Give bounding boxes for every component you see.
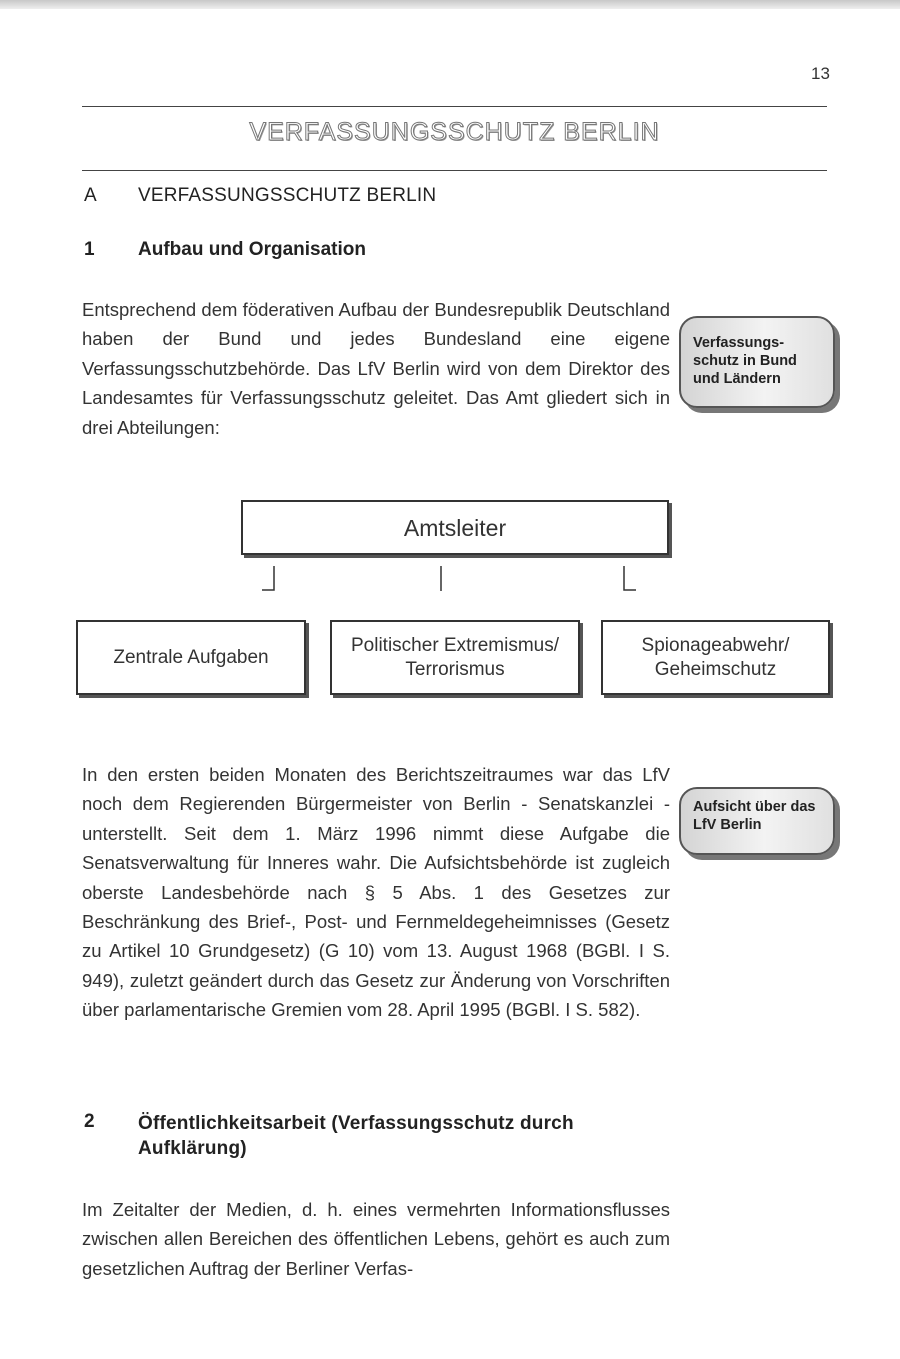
margin-note-federal: Verfassungs-schutz in Bund und Ländern	[679, 316, 835, 408]
section-letter: A	[84, 185, 97, 206]
running-header: VERFASSUNGSSCHUTZ BERLIN	[249, 118, 660, 146]
connector-right	[624, 566, 636, 590]
section-number: 1	[84, 239, 95, 260]
department-label: Politischer Extremismus/ Terrorismus	[351, 634, 559, 680]
section-title: Öffentlichkeitsarbeit (Verfassungsschutz durch Aufklärung)	[138, 1113, 574, 1159]
supervision-paragraph: In den ersten beiden Monaten des Berichtszeitraumes war das LfV noch dem Regierenden Bürgermeister von Berlin - Senatskanzlei - unterstellt. Seit dem 1. März 1996 nimmt diese Aufgabe die Senatsverwaltung für Inneres wahr. Die Aufsichtsbehörde ist zugleich oberste Landesbehörde nach § 5 Abs. 1 des Gesetzes zur Beschränkung des Brief-, Post- und Fernmeldegeheimnisses (Gesetz zu Artikel 10 Grundgesetz) (G 10) vom 13. August 1968 (BGBl. I S. 949), zuletzt geändert durch das Gesetz zur Änderung von Vorschriften über parlamentarische Gremien vom 28. April 1995 (BGBl. I S. 582).	[82, 764, 670, 1021]
department-box	[330, 620, 580, 695]
section-number: 2	[84, 1111, 95, 1132]
department-box	[601, 620, 830, 695]
section-title: VERFASSUNGSSCHUTZ BERLIN	[138, 185, 437, 206]
public-relations-paragraph: Im Zeitalter der Medien, d. h. eines vermehrten Informationsflusses zwischen allen Bereichen des öffentlichen Lebens, gehört es auch zum gesetzlichen Auftrag der Berliner Verfas-	[82, 1199, 670, 1279]
org-chart-head-box: Amtsleiter	[241, 500, 669, 555]
department-box	[76, 620, 306, 695]
department-label: Zentrale Aufgaben	[113, 646, 269, 668]
page-number: 13	[811, 64, 830, 83]
margin-note-supervision: Aufsicht über das LfV Berlin	[679, 787, 835, 855]
section-title: Aufbau und Organisation	[138, 239, 366, 260]
connector-left	[262, 566, 274, 590]
organisation-paragraph: Entsprechend dem föderativen Aufbau der Bundesrepublik Deutschland haben der Bund und jedes Bundesland eine eigene Verfassungsschutzbehörde. Das LfV Berlin wird von dem Direktor des Landesamtes für Verfassungsschutz geleitet. Das Amt gliedert sich in drei Abteilungen:	[82, 299, 670, 438]
department-label: Spionageabwehr/ Geheimschutz	[641, 634, 790, 680]
